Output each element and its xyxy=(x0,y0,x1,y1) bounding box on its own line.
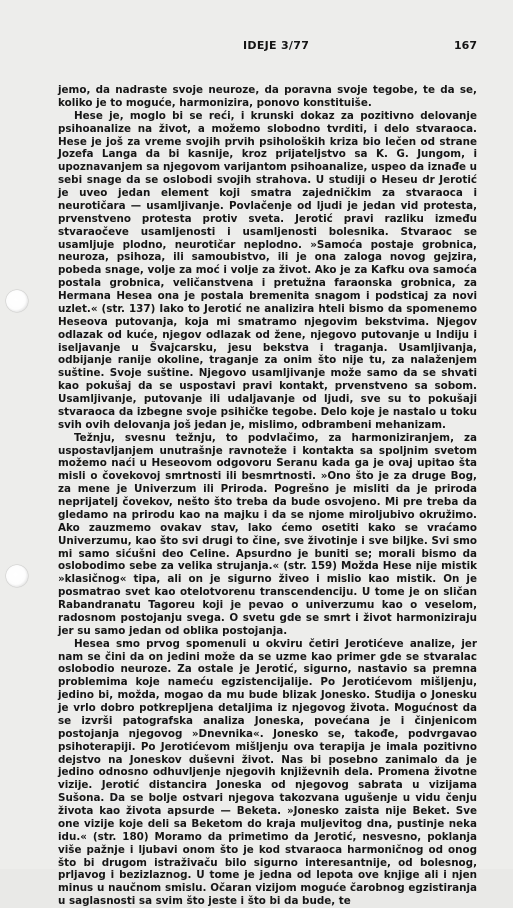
binder-hole xyxy=(6,565,28,587)
running-header xyxy=(58,39,477,55)
page-number: 167 xyxy=(454,39,477,52)
running-title: IDEJE 3/77 xyxy=(243,39,310,52)
paragraph: Hese je, moglo bi se reći, i krunski dokaz za pozitivno delovanje psihoanalize na život, a možemo slobodno tvrditi, i delo stvaraoca. Hese je još za vreme svojih prvih psiholoških kriza bio lečen od strane Jozefa Langa da bi kasnije, kroz prijateljstvo sa K. G. Jungom, i upoznavanjem sa njegovom varijantom psihoanalize, uspeo da iznađe u sebi snage da se oslobodi svojih strahova. U studiji o Heseu dr Jerotić je uveo jedan element koji smatra zajedničkim za stvaraoca i neurotičara — usamljivanje. Povlačenje od ljudi je jedan vid protesta, prvenstveno protesta protiv sveta. Jerotić pravi razliku između stvaraočeve usamljenosti i usamljenosti bolesnika. Stvaraoc se usamljuje plodno, neurotičar neplodno. »Samoća postaje grobnica, neuroza, psihoza, ili samoubistvo, ili je ona zaloga novog gejzira, pobeda snage, volje za moć i volje za život. Ako je za Kafku ova samoća postala grobnica, veličanstvena i pretužna faraonska grobnica, za Hermana Hesea ona je postala bremenita snagom i podsticaj za novi uzlet.« (str. 137) Iako to Jerotić ne analizira hteli bismo da spomenemo Heseova putovanja, koja mi smatramo njegovim bekstvima. Njegov odlazak od kuće, njegov odlazak od žene, njegovo putovanje u Indiju i iseljavanje u Švajcarsku, jesu bekstva i traganja. Usamljivanja, odbijanje ranije okoline, traganje za onim što nije tu, za nalaženjem suštine. Svoje suštine. Njegovo usamljivanje može samo da se shvati kao pokušaj da se uspostavi pravi kontakt, prvenstveno sa sobom. Usamljivanje, putovanje ili udaljavanje od ljudi, sve su to pokušaji stvaraoca da izbegne svoje psihičke tegobe. Delo koje je nastalo u toku svih ovih delovanja još jedan je, mislimo, odbrambeni mehanizam. xyxy=(58,109,477,431)
paragraph: Hesea smo prvog spomenuli u okviru četiri Jerotićeve analize, jer nam se čini da on jedini može da se uzme kao primer gde se stvaralac oslobodio neuroze. Za ostale je Jerotić, sigurno, nastavio sa premna problemima koje nameću egzistencijalije. Po Jerotićevom mišljenju, jedino bi, možda, mogao da mu bude blizak Jonesko. Studija o Jonesku je vrlo dobro potkrepljena detaljima iz njegovog života. Mogućnost da se izvrši patografska analiza Joneska, povećana je i činjenicom postojanja njegovog »Dnevnika«. Jonesko se, takođe, podvrgavao psihoterapiji. Po Jerotićevom mišljenju ova terapija je imala pozitivno dejstvo na Joneskov duševni život. Nas bi posebno zanimalo da je jedino odnosno odhuvljenje njegovih književnih dela. Promena životne vizije. Jerotić distancira Joneska od njegovog sabrata u vizijama Sušona. Da se bolje ostvari njegova takozvana ugušenje u vidu čenju života kao života apsurde — Beketa. »Jonesko zaista nije Beket. Sve one vizije koje deli sa Beketom do kraja muljevitog dna, pustinje neka idu.« (str. 180) Moramo da primetimo da Jerotić, nesvesno, poklanja više pažnje i ljubavi onom što je kod stvaraoca harmoničnog od onog što bi drugom istraživaču bilo sigurno interesantnije, od bolesnog, prljavog i bezizlaznog. U tome je jedna od lepota ove knjige ali i njen minus u naučnom smislu. Očaran vizijom moguće čarobnog egzistiranja u saglasnosti sa svim što jeste i što bi da bude, te xyxy=(58,637,477,908)
paragraph: Težnju, svesnu težnju, to podvlačimo, za harmoniziranjem, za uspostavljanjem unutrašnje ravnoteže i kontakta sa spoljnim svetom možemo naći u Heseovom odgovoru Seranu kada ga je ovaj upitao šta misli o čovekovoj smrtnosti ili besmrtnosti. »Ono što je za druge Bog, za mene je Univerzum ili Priroda. Pogrešno je misliti da je priroda neprijatelj čovekov, nešto što treba da bude osvojeno. Mi pre treba da gledamo na prirodu kao na majku i da se njome miroljubivo okružimo. Ako zauzmemo ovakav stav, lako ćemo osetiti kako se vraćamo Univerzumu, kao što svi drugi to čine, sve životinje i sve biljke. Svi smo mi samo sićušni deo Celine. Apsurdno je buniti se; morali bismo da oslobodimo sebe za velika strujanja.« (str. 159) Možda Hese nije mistik »klasičnog« tipa, ali on je sigurno živeo i mislio kao mistik. On je posmatrao svet kao otelotvorenu transcendenciju. U tome je on sličan Rabandranatu Tagoreu koji je pevao o univerzumu kao o veselom, radosnom postojanju svega. O svetu gde se smrt i život harmoniziraju jer su samo jedan od oblika postojanja. xyxy=(58,431,477,637)
paragraph: jemo, da nadraste svoje neuroze, da poravna svoje tegobe, te da se, koliko je to moguće, harmonizira, ponovo konstituiše. xyxy=(58,84,477,109)
binder-hole xyxy=(6,290,28,312)
body-text xyxy=(58,84,477,908)
